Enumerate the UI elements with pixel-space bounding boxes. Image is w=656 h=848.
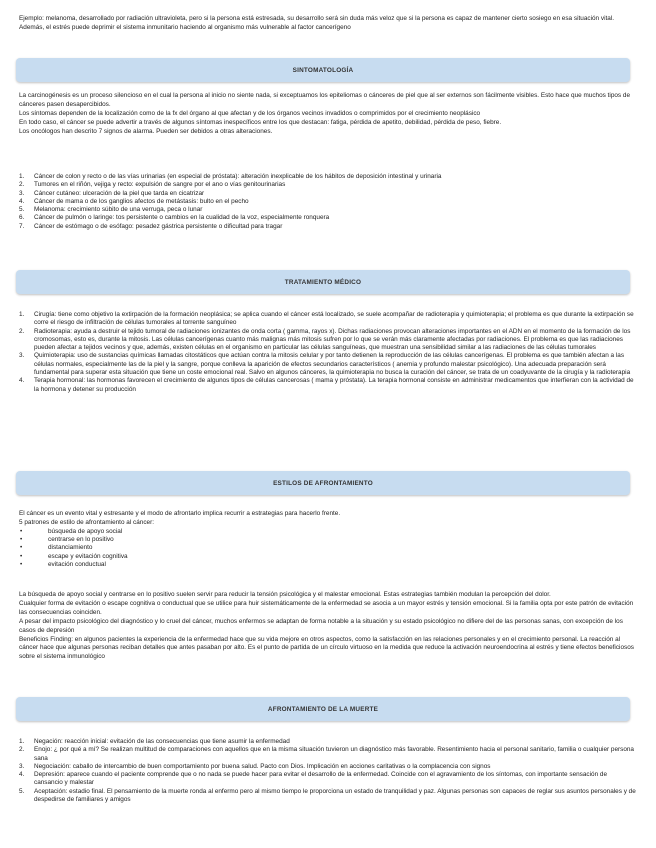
section-title: TRATAMIENTO MÉDICO	[284, 278, 362, 286]
paragraph: A pesar del impacto psicológico del diagnóstico y lo cruel del cáncer, muchos enfermos se adaptan de forma notable a la situación y su estado psicológico no difiere del de las personas sanas, con excepción de los casos de depresión	[19, 617, 623, 634]
bullet-item: • centrarse en lo positivo	[20, 536, 114, 544]
paragraph: En todo caso, el cáncer se puede advertir a través de algunos síntomas inespecíficos entre los que destacan: fatiga, pérdida de apetito, debilidad, pérdida de peso, fiebre.	[19, 118, 502, 126]
paragraph: La carcinogénesis es un proceso silencioso en el cual la persona al inicio no siente nada, si exceptuamos los epiteliomas o cánceres de piel que al ser externos son fácilmente visibles. Esto hace que muchos tipos de cánceres pasen desapercibidos.	[19, 92, 631, 108]
afrontamiento-text	[19, 591, 637, 662]
list-item: 2. Radioterapia: ayuda a destruir el tejido tumoral de radiaciones ionizantes de onda corta ( gamma, rayos x). Dichas radiaciones provocan alteraciones importantes en el ADN en el momento de la formación de los cromosomas, esto es, durante la mitosis. Las células cancerígenas cuanto más malignas más mitosis sufren por lo que se verán más claramente afectadas por radiaciones. El problema es que las radiaciones pueden afectar a tejidos vecinos y que, además, existen células en el organismo en particular las células sanguíneas, que muestran una sensibilidad similar a las radiaciones de las células tumorales	[19, 327, 631, 352]
section-banner-sintomatologia	[16, 58, 630, 82]
bullet-item: • distanciamiento	[20, 544, 93, 552]
muerte-list	[19, 738, 637, 804]
intro-paragraph: Ejemplo: melanoma, desarrollado por radiación ultravioleta, pero si la persona está estresada, su desarrollo será sin duda más veloz que si la persona es capaz de mantener cierto sosiego en esa situación vital. Además, el estrés puede deprimir el sistema inmunitario haciendo al organismo más vulnerable al factor cancerígeno	[19, 15, 615, 31]
paragraph: La búsqueda de apoyo social y centrarse en lo positivo suelen servir para reducir la tensión psicológica y el malestar emocional. Estas estrategias también modulan la percepción del dolor.	[19, 591, 551, 598]
afrontamiento-intro	[19, 510, 637, 569]
list-item: 4. Terapia hormonal: las hormonas favorecen el crecimiento de algunos tipos de células cancerosas ( mama y próstata). La terapia hormonal consiste en administrar medicamentos que interfieran con la actividad de la hormona y detener su producción	[19, 377, 634, 393]
list-item: 1. Cirugía: tiene como objetivo la extirpación de la formación neoplásica; se aplica cuando el cáncer está localizado, se suele acompañar de radioterapia y quimioterapia; el problema es que durante la extirpación se corre el riesgo de infiltración de células tumorales al torrente sanguíneo	[19, 311, 634, 327]
section-banner-tratamiento	[16, 270, 630, 294]
list-item: 5. Melanoma: crecimiento súbito de una verruga, peca o lunar	[19, 206, 203, 214]
sintomatologia-text	[19, 92, 637, 137]
intro-block	[19, 15, 637, 33]
bullet-item: • escape y evitación cognitiva	[20, 552, 128, 560]
section-title: ESTILOS DE AFRONTAMIENTO	[273, 479, 373, 487]
paragraph: Cualquier forma de evitación o escape cognitiva o conductual que se utilice para huir sistemáticamente de la enfermedad se asocia a un mayor estrés y tensión emocional. Si la familia opta por este patrón de evitación las consecuencias coinciden.	[19, 599, 634, 616]
paragraph: El cáncer es un evento vital y estresante y el modo de afrontarlo implica recurrir a estrategias para hacerlo frente.	[19, 510, 341, 517]
sintomas-list	[19, 173, 637, 231]
paragraph: Los síntomas dependen de la localización como de la fx del órgano al que afectan y de los órganos vecinos invadidos o comprimidos por el crecimiento neoplásico	[19, 109, 481, 117]
list-item: 3. Quimioterapia: uso de sustancias químicas llamadas citostáticos que actúan contra la mitosis celular y por tanto detienen la reproducción de las células cancerígenas. El problema es que también afectan a las células normales, especialmente las de la piel y la sangre, porque conlleva la aparición de efectos secundarios característicos ( anemia y profundo malestar psicológico). Una adecuada preparación será fundamental para superar esta situación que tiene un coste emocional real. Salvo en algunos cánceres, la quimioterapia no busca la curación del cáncer, se trata de un coadyuvante de la cirugía y la radioterapia	[19, 352, 631, 377]
section-title: SINTOMATOLOGÍA	[292, 66, 354, 74]
paragraph: 5 patrones de estilo de afrontamiento al cáncer:	[19, 518, 154, 526]
section-title: AFRONTAMIENTO DE LA MUERTE	[267, 705, 379, 713]
list-item: 2. Enojo: ¿ por qué a mí? Se realizan multitud de comparaciones con aquellos que en la misma situación tuvieron un diagnóstico más favorable. Resentimiento hacia el personal sanitario, familia o cualquier persona sana	[19, 746, 634, 762]
list-item: 1. Negación: reacción inicial: evitación de las consecuencias que tiene asumir la enfermedad	[19, 738, 290, 745]
section-banner-muerte	[16, 697, 630, 721]
list-item: 3. Cáncer cutáneo: ulceración de la piel que tarda en cicatrizar	[19, 189, 205, 197]
section-banner-afrontamiento	[16, 471, 630, 495]
bullet-item: • evitación conductual	[20, 561, 106, 568]
list-item: 4. Depresión: aparece cuando el paciente comprende que o no nada se puede hacer para evitar el desarrollo de la enfermedad. Coincide con el agravamiento de los síntomas, con importante sensación de cansancio y malestar	[19, 771, 608, 787]
list-item: 1. Cáncer de colon y recto o de las vías urinarias (en especial de próstata): alteración inexplicable de los hábitos de deposición intestinal y urinaria	[19, 173, 442, 180]
list-item: 4. Cáncer de mama o de los ganglios afectos de metástasis: bulto en el pecho	[19, 197, 249, 205]
tratamiento-list	[19, 311, 637, 394]
list-item: 2. Tumores en el riñón, vejiga y recto: expulsión de sangre por el ano o vías genitourinarias	[19, 181, 286, 189]
list-item: 5. Aceptación: estadio final. El pensamiento de la muerte ronda al enfermo pero al mismo tiempo le proporciona un estado de tranquilidad y paz. Algunas personas son capaces de reglar sus asuntos personales y de despedirse de familiares y amigos	[19, 787, 636, 804]
paragraph: Beneficios Finding: en algunos pacientes la experiencia de la enfermedad hace que su vida mejore en otros aspectos, como la satisfacción en las relaciones personales y en el crecimiento personal. La reacción al cáncer hace que algunas personas reciban detalles que antes pasaban por alto. Es el punto de partida de un círculo virtuoso en la medida que reduce la activación neuroendocrina al estrés y tiene efectos beneficiosos sobre el sistema inmunológico	[19, 635, 634, 661]
paragraph: Los oncólogos han descrito 7 signos de alarma. Pueden ser debidos a otras alteraciones.	[19, 127, 273, 135]
list-item: 6. Cáncer de pulmón o laringe: tos persistente o cambios en la cualidad de la voz, especialmente ronquera	[19, 214, 330, 222]
list-item: 3. Negociación: caballo de intercambio de buen comportamiento por buena salud. Pacto con Dios. Implicación en acciones caritativas o la complacencia con signos	[19, 762, 491, 770]
list-item: 7. Cáncer de estómago o de esófago: pesadez gástrica persistente o dificultad para tragar	[19, 222, 283, 230]
bullet-item: • búsqueda de apoyo social	[20, 527, 123, 535]
